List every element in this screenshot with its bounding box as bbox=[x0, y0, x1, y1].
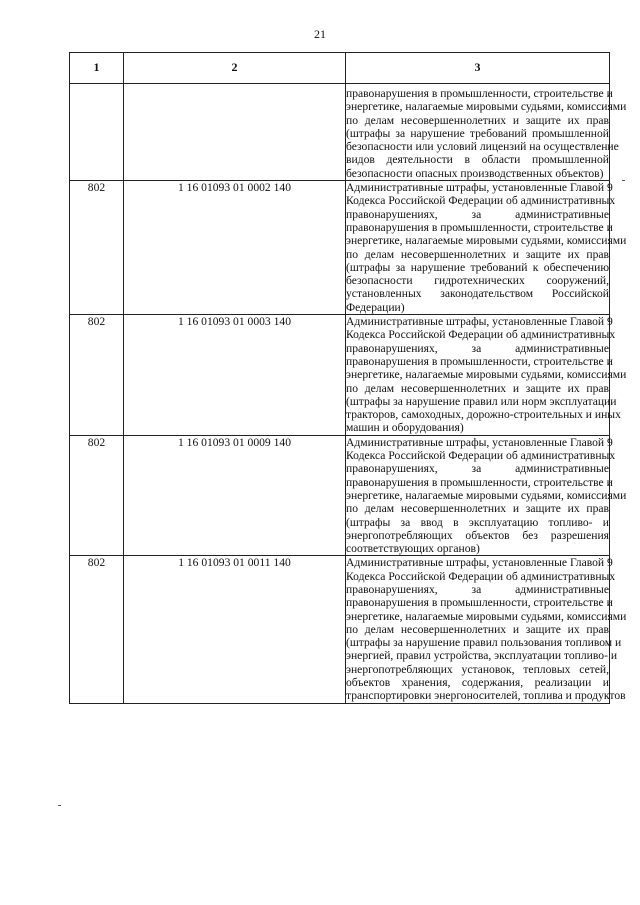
budget-code-cell: 1 16 01093 01 0011 140 bbox=[124, 556, 346, 703]
description-line: машин и оборудования) bbox=[346, 421, 464, 435]
table-row bbox=[70, 181, 610, 315]
table-row bbox=[70, 315, 610, 436]
budget-code-cell: 1 16 01093 01 0003 140 bbox=[124, 315, 346, 436]
description-line: видов деятельности в области промышленной bbox=[346, 153, 609, 167]
description-line: (штрафы за нарушение требований к обеспечению bbox=[346, 260, 609, 274]
description-line: безопасности гидротехнических сооружений, bbox=[346, 274, 609, 288]
description-cell bbox=[346, 84, 627, 181]
column-header-1: 1 bbox=[70, 53, 124, 84]
description-line: энергетике, налагаемые мировыми судьями, комиссиями bbox=[346, 488, 627, 502]
column-header-2: 2 bbox=[124, 53, 346, 84]
description-line: Кодекса Российской Федерации об административных bbox=[346, 449, 616, 463]
column-header-3: 3 bbox=[346, 53, 610, 84]
admin-code-cell: 802 bbox=[70, 435, 124, 556]
admin-code-cell: 802 bbox=[70, 556, 124, 703]
description-line: правонарушения в промышленности, строительстве и bbox=[346, 596, 613, 610]
description-cell bbox=[346, 181, 627, 315]
description-line: безопасности опасных производственных объектов) bbox=[346, 166, 604, 180]
description-cell bbox=[346, 315, 627, 436]
description-line: по делам несовершеннолетних и защите их прав bbox=[346, 502, 609, 516]
admin-code-cell bbox=[70, 84, 124, 181]
table-row-continuation bbox=[70, 84, 610, 181]
description-line: энергетике, налагаемые мировыми судьями, комиссиями bbox=[346, 234, 627, 248]
description-line: установленных законодательством Российской bbox=[346, 287, 609, 301]
description-line: по делам несовершеннолетних и защите их прав bbox=[346, 381, 609, 395]
description-line: правонарушениях, за административные bbox=[346, 462, 609, 476]
description-line: (штрафы за нарушение требований промышленной bbox=[346, 126, 609, 140]
description-line: соответствующих органов) bbox=[346, 542, 480, 556]
table-row bbox=[70, 435, 610, 556]
description-line: энергетике, налагаемые мировыми судьями, комиссиями bbox=[346, 609, 627, 623]
description-line: (штрафы за нарушение правил пользования топливом и bbox=[346, 636, 622, 650]
description-line: энергопотребляющих объектов без разрешения bbox=[346, 528, 609, 542]
description-line: правонарушения в промышленности, строительстве и bbox=[346, 475, 613, 489]
description-cell bbox=[346, 435, 627, 556]
description-line: правонарушениях, за административные bbox=[346, 207, 609, 221]
description-line: правонарушениях, за административные bbox=[346, 582, 609, 596]
description-line: по делам несовершеннолетних и защите их прав bbox=[346, 113, 609, 127]
admin-code-cell: 802 bbox=[70, 181, 124, 315]
description-line: (штрафы за ввод в эксплуатацию топливо- и bbox=[346, 515, 609, 529]
description-line: Кодекса Российской Федерации об административных bbox=[346, 328, 616, 342]
description-line: энергетике, налагаемые мировыми судьями, комиссиями bbox=[346, 368, 627, 382]
description-line: (штрафы за нарушение правил или норм эксплуатации bbox=[346, 394, 617, 408]
description-line: правонарушения в промышленности, строительстве и bbox=[346, 220, 613, 234]
budget-code-cell: 1 16 01093 01 0002 140 bbox=[124, 181, 346, 315]
description-line: правонарушения в промышленности, строительстве и bbox=[346, 87, 613, 100]
description-line: Административные штрафы, установленные Главой 9 bbox=[346, 435, 613, 449]
description-line: Административные штрафы, установленные Главой 9 bbox=[346, 556, 613, 570]
description-line: по делам несовершеннолетних и защите их прав bbox=[346, 622, 609, 636]
description-cell bbox=[346, 556, 627, 703]
description-line: правонарушения в промышленности, строительстве и bbox=[346, 354, 613, 368]
description-line: безопасности или условий лицензий на осуществление bbox=[346, 140, 619, 154]
description-line: Кодекса Российской Федерации об административных bbox=[346, 569, 616, 583]
budget-codes-table bbox=[69, 52, 627, 704]
description-line: Федерации) bbox=[346, 300, 405, 314]
scan-mark bbox=[58, 805, 61, 806]
description-line: Административные штрафы, установленные Главой 9 bbox=[346, 181, 613, 195]
description-line: энергией, правил устройства, эксплуатации топливо- и bbox=[346, 649, 618, 663]
admin-code-cell: 802 bbox=[70, 315, 124, 436]
scan-mark bbox=[622, 180, 625, 181]
description-line: по делам несовершеннолетних и защите их прав bbox=[346, 247, 609, 261]
budget-code-cell: 1 16 01093 01 0009 140 bbox=[124, 435, 346, 556]
page-number: 21 bbox=[314, 27, 326, 41]
description-line: объектов хранения, содержания, реализации и bbox=[346, 676, 609, 690]
table-header-row bbox=[70, 53, 610, 84]
table-row bbox=[70, 556, 610, 703]
budget-code-cell bbox=[124, 84, 346, 181]
description-line: энергопотребляющих установок, тепловых сетей, bbox=[346, 662, 609, 676]
description-line: энергетике, налагаемые мировыми судьями, комиссиями bbox=[346, 100, 627, 114]
description-line: транспортировки энергоносителей, топлива и продуктов bbox=[346, 689, 626, 703]
description-line: Кодекса Российской Федерации об административных bbox=[346, 194, 616, 208]
description-line: правонарушениях, за административные bbox=[346, 341, 609, 355]
description-line: тракторов, самоходных, дорожно-строительных и иных bbox=[346, 408, 621, 422]
description-line: Административные штрафы, установленные Главой 9 bbox=[346, 315, 613, 329]
